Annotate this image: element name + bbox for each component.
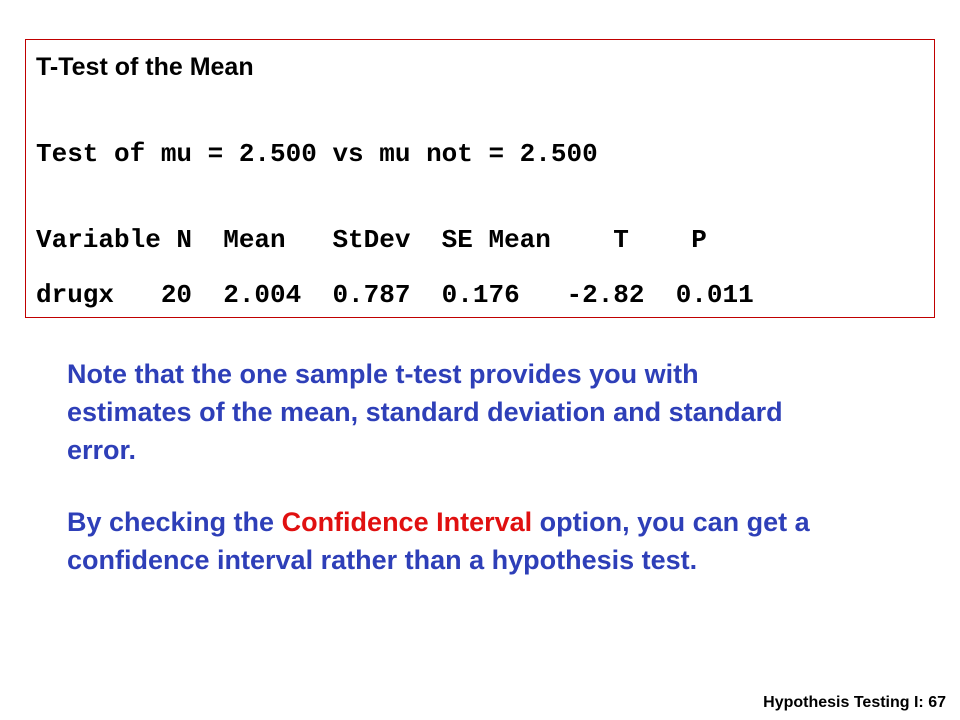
minitab-output-box xyxy=(25,39,935,318)
note-paragraph: Note that the one sample t-test provides you with estimates of the mean, standard deviation and standard error. xyxy=(67,359,783,465)
para2-text-after: option, you can get a confidence interval rather than a hypothesis test. xyxy=(67,507,810,575)
output-title: T-Test of the Mean xyxy=(36,53,254,81)
confidence-interval-highlight: Confidence Interval xyxy=(281,507,533,537)
table-data-row: drugx 20 2.004 0.787 0.176 -2.82 0.011 xyxy=(36,280,754,310)
test-hypothesis-line: Test of mu = 2.500 vs mu not = 2.500 xyxy=(36,139,598,169)
para2-text-before: By checking the xyxy=(67,507,282,537)
confidence-interval-paragraph xyxy=(67,503,827,579)
table-header-row: Variable N Mean StDev SE Mean T P xyxy=(36,225,707,255)
slide-footer: Hypothesis Testing I: 67 xyxy=(763,694,946,711)
